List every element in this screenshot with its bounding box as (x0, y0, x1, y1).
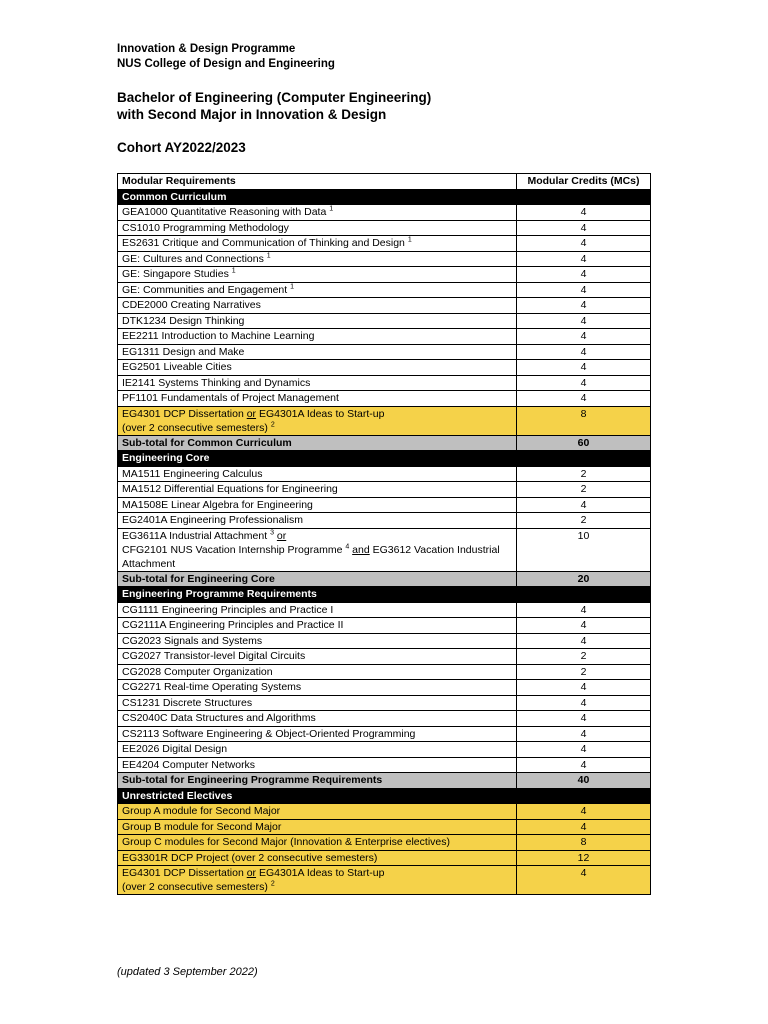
footnote-ref: 1 (266, 252, 271, 259)
module-credits: 4 (517, 329, 651, 345)
col-header-credits: Modular Credits (MCs) (517, 174, 651, 190)
table-row (118, 360, 651, 376)
table-row-highlighted (118, 866, 651, 895)
table-row (118, 633, 651, 649)
table-row (118, 391, 651, 407)
table-row (118, 344, 651, 360)
module-credits: 10 (517, 528, 651, 571)
module-name: CS1231 Discrete Structures (118, 695, 517, 711)
degree-subtitle: with Second Major in Innovation & Design (117, 107, 387, 122)
module-credits: 4 (517, 220, 651, 236)
module-name: CG1111 Engineering Principles and Practice I (118, 602, 517, 618)
table-row (118, 375, 651, 391)
module-credits: 2 (517, 649, 651, 665)
table-row (118, 618, 651, 634)
footnote-ref: 3 (270, 529, 274, 536)
module-name: EG2401A Engineering Professionalism (118, 513, 517, 529)
table-row (118, 466, 651, 482)
footnote-ref: 1 (290, 283, 294, 290)
module-name: MA1512 Differential Equations for Engineering (118, 482, 517, 498)
table-row (118, 664, 651, 680)
section-heading-row (118, 451, 651, 467)
table-row (118, 205, 651, 221)
table-row (118, 298, 651, 314)
table-row (118, 711, 651, 727)
table-row (118, 757, 651, 773)
module-credits: 4 (517, 602, 651, 618)
module-credits: 4 (517, 695, 651, 711)
module-name: EE2211 Introduction to Machine Learning (118, 329, 517, 345)
module-name: Group B module for Second Major (118, 819, 517, 835)
module-name: CS1010 Programming Methodology (118, 220, 517, 236)
module-credits: 2 (517, 664, 651, 680)
table-row (118, 236, 651, 252)
section-heading: Unrestricted Electives (118, 788, 517, 804)
module-name: CDE2000 Creating Narratives (118, 298, 517, 314)
table-row (118, 282, 651, 298)
degree-title: Bachelor of Engineering (Computer Engineering) (117, 90, 432, 105)
subtotal-credits: 20 (517, 571, 651, 587)
table-row (118, 513, 651, 529)
table-row (118, 528, 651, 571)
table-row (118, 220, 651, 236)
module-credits: 4 (517, 282, 651, 298)
module-name: EG3301R DCP Project (over 2 consecutive semesters) (118, 850, 517, 866)
footnote-ref: 2 (270, 421, 275, 428)
table-row (118, 267, 651, 283)
module-credits: 4 (517, 819, 651, 835)
module-credits: 4 (517, 344, 651, 360)
module-name: EG1311 Design and Make (118, 344, 517, 360)
module-credits: 2 (517, 482, 651, 498)
table-row (118, 313, 651, 329)
module-credits: 4 (517, 680, 651, 696)
col-header-requirements: Modular Requirements (118, 174, 517, 190)
module-name: GE: Cultures and Connections $^1$ (118, 251, 517, 267)
college-name: NUS College of Design and Engineering (117, 58, 335, 70)
module-name: MA1508E Linear Algebra for Engineering (118, 497, 517, 513)
module-credits: 4 (517, 711, 651, 727)
subtotal-label: Sub-total for Engineering Core (118, 571, 517, 587)
module-credits: 8 (517, 406, 651, 435)
subtotal-label: Sub-total for Engineering Programme Requirements (118, 773, 517, 789)
module-credits: 4 (517, 742, 651, 758)
module-name: CS2113 Software Engineering & Object-Oriented Programming (118, 726, 517, 742)
section-heading-row (118, 189, 651, 205)
table-row (118, 251, 651, 267)
module-name: EG2501 Liveable Cities (118, 360, 517, 376)
subtotal-row (118, 571, 651, 587)
module-name: CS2040C Data Structures and Algorithms (118, 711, 517, 727)
module-name: GE: Singapore Studies $^1$ (118, 267, 517, 283)
module-name: CG2023 Signals and Systems (118, 633, 517, 649)
module-name: Group A module for Second Major (118, 804, 517, 820)
module-credits: 4 (517, 866, 651, 895)
module-name: GE: Communities and Engagement $^1$ (118, 282, 517, 298)
module-credits: 4 (517, 375, 651, 391)
module-name: CG2111A Engineering Principles and Practice II (118, 618, 517, 634)
table-row-highlighted (118, 804, 651, 820)
module-name: GEA1000 Quantitative Reasoning with Data $^1$ (118, 205, 517, 221)
requirements-table (117, 173, 651, 895)
module-credits: 4 (517, 391, 651, 407)
module-credits: 4 (517, 267, 651, 283)
module-credits: 4 (517, 251, 651, 267)
module-name: EE2026 Digital Design (118, 742, 517, 758)
module-name: CG2028 Computer Organization (118, 664, 517, 680)
module-name: EE4204 Computer Networks (118, 757, 517, 773)
update-note: (updated 3 September 2022) (117, 966, 258, 978)
table-row-highlighted (118, 850, 651, 866)
footnote-ref: 1 (231, 267, 236, 275)
subtotal-row (118, 773, 651, 789)
module-name: MA1511 Engineering Calculus (118, 466, 517, 482)
table-row (118, 649, 651, 665)
cohort-label: Cohort AY2022/2023 (117, 140, 246, 155)
section-heading: Engineering Programme Requirements (118, 587, 517, 603)
table-row (118, 742, 651, 758)
section-heading-row (118, 587, 651, 603)
module-name: IE2141 Systems Thinking and Dynamics (118, 375, 517, 391)
footnote-ref: 1 (407, 236, 412, 244)
subtotal-credits: 40 (517, 773, 651, 789)
module-credits: 4 (517, 633, 651, 649)
table-row (118, 680, 651, 696)
footnote-ref: 1 (329, 205, 334, 213)
subtotal-row (118, 435, 651, 451)
module-credits: 4 (517, 205, 651, 221)
section-heading: Engineering Core (118, 451, 517, 467)
module-credits: 4 (517, 618, 651, 634)
module-name: CG2271 Real-time Operating Systems (118, 680, 517, 696)
module-credits: 4 (517, 313, 651, 329)
table-header-row (118, 174, 651, 190)
module-name: PF1101 Fundamentals of Project Management (118, 391, 517, 407)
table-row (118, 482, 651, 498)
table-row (118, 329, 651, 345)
subtotal-credits: 60 (517, 435, 651, 451)
module-credits: 4 (517, 804, 651, 820)
module-name: ES2631 Critique and Communication of Thinking and Design $^1$ (118, 236, 517, 252)
footnote-ref: 4 (345, 543, 350, 550)
subtotal-label: Sub-total for Common Curriculum (118, 435, 517, 451)
module-credits: 4 (517, 757, 651, 773)
module-name: DTK1234 Design Thinking (118, 313, 517, 329)
module-name: EG4301 DCP Dissertation or EG4301A Ideas to Start-up (over 2 consecutive semesters) $^2$ (118, 866, 517, 895)
module-name: EG3611A Industrial Attachment $^3$ or CFG2101 NUS Vacation Internship Programme $^4$ and EG3612 Vacation Industrial Attachment (118, 528, 517, 571)
programme-name: Innovation & Design Programme (117, 43, 296, 55)
module-credits: 4 (517, 497, 651, 513)
table-row (118, 497, 651, 513)
table-row (118, 726, 651, 742)
module-name: CG2027 Transistor-level Digital Circuits (118, 649, 517, 665)
module-credits: 4 (517, 726, 651, 742)
module-credits: 2 (517, 513, 651, 529)
section-heading-row (118, 788, 651, 804)
module-credits: 12 (517, 850, 651, 866)
module-credits: 2 (517, 466, 651, 482)
table-row-highlighted (118, 835, 651, 851)
section-heading: Common Curriculum (118, 189, 517, 205)
module-name: Group C modules for Second Major (Innovation & Enterprise electives) (118, 835, 517, 851)
module-credits: 4 (517, 298, 651, 314)
table-row-highlighted (118, 406, 651, 435)
table-row-highlighted (118, 819, 651, 835)
module-credits: 8 (517, 835, 651, 851)
table-row (118, 602, 651, 618)
module-name: EG4301 DCP Dissertation or EG4301A Ideas to Start-up (over 2 consecutive semesters) $^2$ (118, 406, 517, 435)
table-row (118, 695, 651, 711)
footnote-ref: 2 (270, 880, 275, 888)
module-credits: 4 (517, 360, 651, 376)
module-credits: 4 (517, 236, 651, 252)
